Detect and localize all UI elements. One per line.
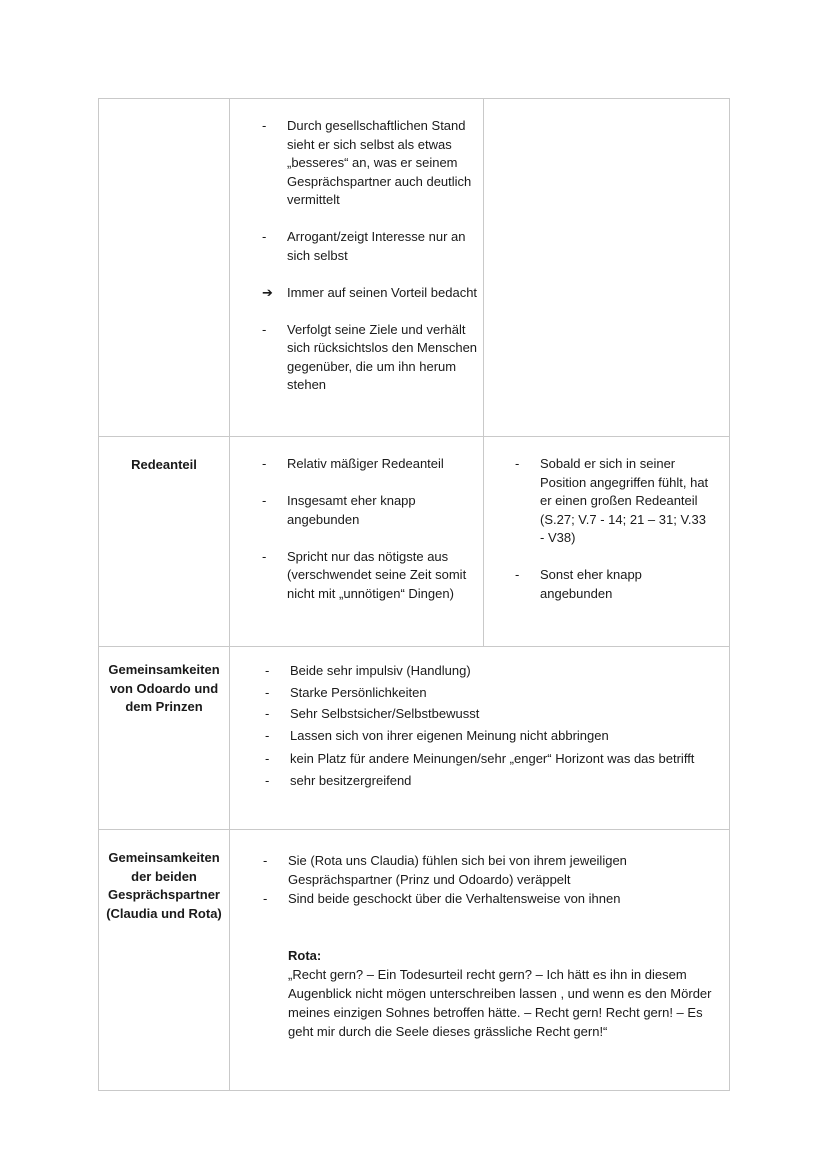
list-item (260, 228, 478, 265)
bullet-marker: - (265, 727, 270, 743)
list-item-text: Verfolgt seine Ziele und verhält sich rücksichtslos den Menschen gegenüber, die um ihn herum stehen (287, 321, 478, 392)
bullet-marker: - (262, 456, 267, 471)
list-item-text: Starke Persönlichkeiten (290, 684, 427, 700)
list-item-text: Sind beide geschockt über die Verhaltensweise von ihnen (288, 891, 621, 906)
row2-col3-bullet-list (513, 455, 713, 603)
table-border-top (98, 98, 730, 99)
list-item-text: Insgesamt eher knapp angebunden (287, 493, 416, 527)
table-border-left (98, 98, 99, 1091)
list-item (263, 705, 713, 724)
list-item-text: Sie (Rota uns Claudia) fühlen sich bei von ihrem jeweiligen Gesprächspartner (Prinz und Odoardo) veräppelt (288, 853, 627, 887)
bullet-marker: - (265, 684, 270, 700)
list-item-text: sehr besitzergreifend (290, 773, 412, 788)
row2-col3 (513, 455, 713, 622)
bullet-marker: - (263, 891, 268, 906)
table-border-bottom (98, 1090, 730, 1091)
bullet-marker: - (265, 751, 270, 766)
list-item (263, 662, 713, 681)
list-item-text: Sobald er sich in seiner Position angegriffen fühlt, hat er einen großen Redeanteil (S.27; V.7 - 14; 21 – 31; V.33 - V38) (540, 456, 709, 545)
list-item-text: Durch gesellschaftlichen Stand sieht er sich selbst als etwas „besseres“ an, was er seinem Gesprächspartner auch deutlich vermittelt (287, 118, 472, 207)
row4-content (261, 852, 717, 909)
bullet-marker: - (263, 853, 268, 868)
row2-label: Redeanteil (131, 457, 197, 472)
table-column-divider (483, 98, 484, 647)
table-border-right (729, 98, 730, 1091)
list-item (263, 727, 713, 746)
bullet-marker: - (265, 706, 270, 721)
bullet-marker: - (515, 567, 520, 582)
list-item-text: Sonst eher knapp angebunden (540, 567, 642, 601)
row1-bullet-list (260, 117, 478, 395)
bullet-marker: - (265, 773, 270, 788)
row2-col2-bullet-list (260, 455, 475, 603)
list-item-text: Sehr Selbstsicher/Selbstbewusst (290, 706, 480, 721)
list-item-text: kein Platz für andere Meinungen/sehr „enger“ Horizont was das betrifft (290, 751, 695, 766)
list-item-text: Beide sehr impulsiv (Handlung) (290, 663, 471, 678)
quote-text: „Recht gern? – Ein Todesurteil recht gern? – Ich hätt es ihn in diesem Augenblick nicht mögen unterschreiben lassen , und wenn es den Mörder meines einzigen Sohnes betroffen hätte. – Recht gern! Recht gern! – Es geht mir durch die Seele dieses grässliche Recht gern!“ (288, 967, 712, 1039)
row3-label: Gemeinsamkeiten von Odoardo und dem Prinzen (108, 662, 220, 714)
row4-label: Gemeinsamkeiten der beiden Gesprächspartner (Claudia und Rota) (106, 850, 222, 921)
bullet-marker: - (265, 663, 270, 678)
row4-bullet-list (261, 852, 717, 909)
list-item (260, 284, 478, 303)
row3-bullet-list (263, 662, 713, 791)
list-item (513, 566, 713, 603)
bullet-marker: - (262, 321, 267, 337)
list-item (261, 852, 717, 889)
list-item (513, 455, 713, 548)
list-item (261, 890, 717, 909)
list-item (263, 684, 713, 703)
bullet-marker: - (262, 493, 267, 508)
table-row-divider (98, 436, 730, 437)
bullet-marker: - (262, 118, 267, 133)
table-row-divider (98, 646, 730, 647)
list-item (260, 492, 475, 529)
list-item (263, 772, 713, 791)
quote-block (288, 946, 720, 1041)
list-item-text: Spricht nur das nötigste aus (verschwendet seine Zeit somit nicht mit „unnötigen“ Dingen) (287, 548, 467, 601)
row3-content (263, 662, 713, 794)
list-item (260, 321, 478, 395)
quote-speaker: Rota: (288, 948, 322, 963)
list-item-text: Relativ mäßiger Redeanteil (287, 456, 444, 471)
list-item-text: Immer auf seinen Vorteil bedacht (287, 284, 478, 300)
row1-col2 (260, 117, 478, 413)
table-row-divider (98, 829, 730, 830)
list-item (260, 548, 475, 604)
bullet-marker: - (262, 229, 267, 244)
list-item (260, 117, 478, 210)
arrow-icon: ➔ (262, 284, 273, 300)
list-item-text: Arrogant/zeigt Interesse nur an sich selbst (287, 229, 466, 263)
list-item (260, 455, 475, 474)
bullet-marker: - (262, 548, 267, 564)
table-column-divider (229, 98, 230, 1091)
list-item-text: Lassen sich von ihrer eigenen Meinung nicht abbringen (290, 727, 609, 743)
bullet-marker: - (515, 456, 520, 471)
list-item (263, 748, 713, 769)
row2-col2 (260, 455, 475, 622)
